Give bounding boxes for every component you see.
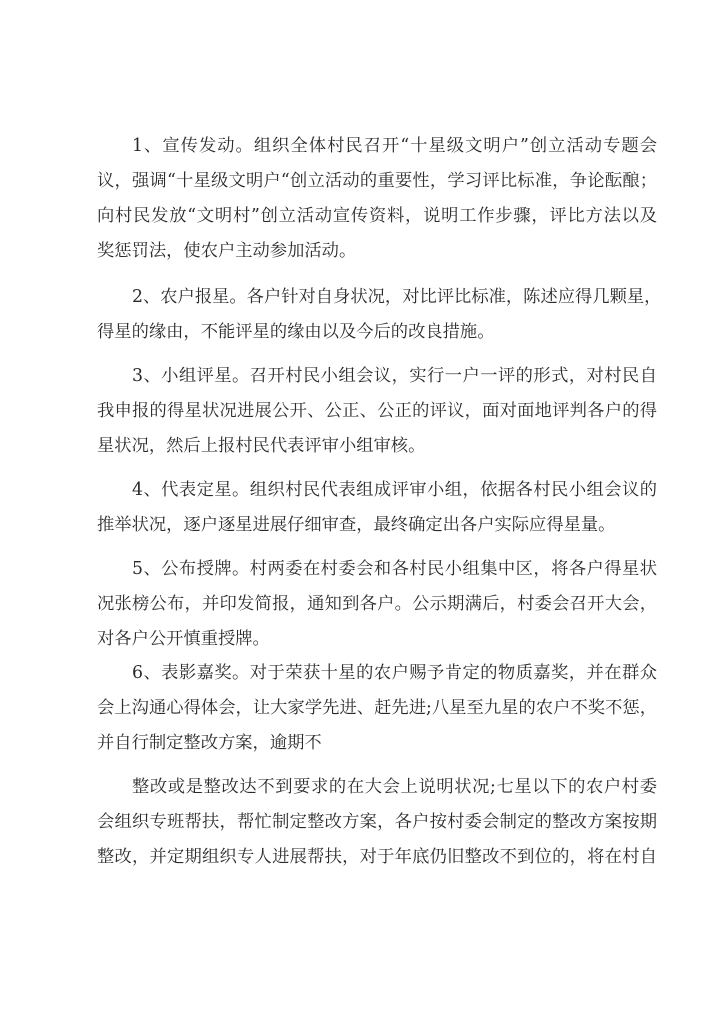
paragraph-7-line-2: 会组织专班帮扶，帮忙制定整改方案，各户按村委会制定的整改方案按期	[97, 812, 657, 832]
paragraph-2-line-1: 2、农户报星。各户针对自身状况，对比评比标准，陈述应得几颗星，	[132, 287, 662, 307]
paragraph-4-line-1: 4、代表定星。组织村民代表组成评审小组，依据各村民小组会议的	[132, 480, 657, 500]
paragraph-3-line-1: 3、小组评星。召开村民小组会议，实行一户一评的形式，对村民自	[132, 366, 657, 386]
paragraph-5-line-3: 对各户公开慎重授牌。	[97, 629, 270, 649]
paragraph-6-line-3: 并自行制定整改方案，逾期不	[97, 733, 322, 753]
paragraph-2-line-2: 得星的缘由，不能评星的缘由以及今后的改良措施。	[97, 322, 495, 342]
paragraph-6-line-1: 6、表影嘉奖。对于荣获十星的农户赐予肯定的物质嘉奖，并在群众	[132, 663, 657, 683]
paragraph-7-line-3: 整改，并定期组织专人进展帮扶，对于年底仍旧整改不到位的，将在村自	[97, 847, 657, 867]
paragraph-1-line-3: 向村民发放“文明村”创立活动宣传资料，说明工作步骤，评比方法以及	[97, 206, 657, 226]
paragraph-7-line-1: 整改或是整改达不到要求的在大会上说明状况;七星以下的农户村委	[132, 777, 657, 797]
paragraph-4-line-2: 推举状况，逐户逐星进展仔细审查，最终确定出各户实际应得星量。	[97, 515, 616, 535]
paragraph-1-line-4: 奖惩罚法，使农户主动参加活动。	[97, 241, 357, 261]
paragraph-1-line-2: 议，强调“十星级文明户“创立活动的重要性，学习评比标准，争论酝酿；	[97, 171, 657, 191]
paragraph-5-line-1: 5、公布授牌。村两委在村委会和各村民小组集中区，将各户得星状	[132, 559, 657, 579]
paragraph-3-line-3: 星状况，然后上报村民代表评审小组审核。	[97, 436, 426, 456]
paragraph-5-line-2: 况张榜公布，并印发简报，通知到各户。公示期满后，村委会召开大会，	[97, 594, 657, 614]
paragraph-6-line-2: 会上沟通心得体会，让大家学先进、赶先进;八星至九星的农户不奖不惩，	[97, 698, 657, 718]
paragraph-1-line-1: 1、宣传发动。组织全体村民召开“十星级文明户”创立活动专题会	[132, 136, 657, 156]
paragraph-3-line-2: 我申报的得星状况进展公开、公正、公正的评议，面对面地评判各户的得	[97, 401, 657, 421]
